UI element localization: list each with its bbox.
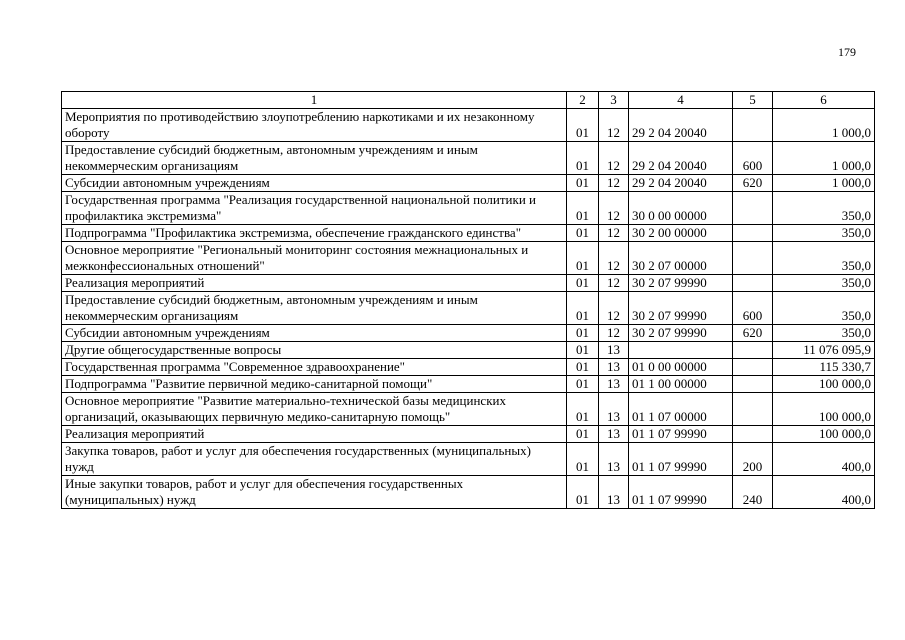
row-expense-type-cell (733, 242, 773, 275)
row-target-code-cell: 30 2 00 00000 (629, 225, 733, 242)
row-amount-cell: 400,0 (773, 443, 875, 476)
row-amount-cell: 350,0 (773, 292, 875, 325)
table-row (62, 426, 875, 443)
row-target-code-cell: 30 2 07 99990 (629, 275, 733, 292)
row-target-code-cell: 30 2 07 99990 (629, 325, 733, 342)
row-name-cell: Мероприятия по противодействию злоупотреблению наркотиками и их незаконному обороту (62, 109, 567, 142)
table-row (62, 443, 875, 476)
row-section-cell: 01 (567, 376, 599, 393)
table-row (62, 109, 875, 142)
row-expense-type-cell (733, 342, 773, 359)
row-expense-type-cell (733, 192, 773, 225)
row-target-code-cell: 29 2 04 20040 (629, 142, 733, 175)
row-subsection-cell: 12 (599, 242, 629, 275)
row-subsection-cell: 13 (599, 342, 629, 359)
header-cell-6: 6 (773, 92, 875, 109)
row-section-cell: 01 (567, 342, 599, 359)
row-amount-cell: 350,0 (773, 225, 875, 242)
row-expense-type-cell: 620 (733, 325, 773, 342)
row-name-cell: Основное мероприятие "Развитие материально-технической базы медицинских организаций, оказывающих первичную медико-санитарную помощь" (62, 393, 567, 426)
row-amount-cell: 350,0 (773, 325, 875, 342)
table-body (62, 109, 875, 509)
row-target-code-cell: 29 2 04 20040 (629, 175, 733, 192)
row-subsection-cell: 13 (599, 443, 629, 476)
row-section-cell: 01 (567, 476, 599, 509)
row-name-cell: Государственная программа "Реализация государственной национальной политики и профилактика экстремизма" (62, 192, 567, 225)
table-row (62, 292, 875, 325)
table-row (62, 342, 875, 359)
table-row (62, 376, 875, 393)
table-row (62, 225, 875, 242)
row-amount-cell: 115 330,7 (773, 359, 875, 376)
header-cell-3: 3 (599, 92, 629, 109)
row-expense-type-cell: 600 (733, 142, 773, 175)
row-target-code-cell: 01 0 00 00000 (629, 359, 733, 376)
row-section-cell: 01 (567, 192, 599, 225)
row-section-cell: 01 (567, 292, 599, 325)
row-name-cell: Реализация мероприятий (62, 426, 567, 443)
row-subsection-cell: 13 (599, 359, 629, 376)
table-row (62, 142, 875, 175)
table-row (62, 242, 875, 275)
row-section-cell: 01 (567, 275, 599, 292)
header-cell-5: 5 (733, 92, 773, 109)
row-name-cell: Подпрограмма "Развитие первичной медико-санитарной помощи" (62, 376, 567, 393)
header-row (62, 92, 875, 109)
table-row (62, 175, 875, 192)
row-name-cell: Реализация мероприятий (62, 275, 567, 292)
row-target-code-cell: 01 1 00 00000 (629, 376, 733, 393)
row-amount-cell: 1 000,0 (773, 109, 875, 142)
row-amount-cell: 350,0 (773, 242, 875, 275)
header-cell-2: 2 (567, 92, 599, 109)
row-name-cell: Подпрограмма "Профилактика экстремизма, обеспечение гражданского единства" (62, 225, 567, 242)
row-amount-cell: 100 000,0 (773, 393, 875, 426)
row-name-cell: Предоставление субсидий бюджетным, автономным учреждениям и иным некоммерческим организациям (62, 292, 567, 325)
row-amount-cell: 350,0 (773, 275, 875, 292)
row-target-code-cell (629, 342, 733, 359)
row-subsection-cell: 13 (599, 376, 629, 393)
row-subsection-cell: 12 (599, 275, 629, 292)
row-section-cell: 01 (567, 142, 599, 175)
row-target-code-cell: 29 2 04 20040 (629, 109, 733, 142)
header-cell-4: 4 (629, 92, 733, 109)
row-name-cell: Субсидии автономным учреждениям (62, 325, 567, 342)
row-expense-type-cell: 200 (733, 443, 773, 476)
row-subsection-cell: 12 (599, 142, 629, 175)
row-amount-cell: 350,0 (773, 192, 875, 225)
row-expense-type-cell: 600 (733, 292, 773, 325)
row-expense-type-cell: 240 (733, 476, 773, 509)
row-expense-type-cell (733, 109, 773, 142)
header-cell-1: 1 (62, 92, 567, 109)
row-expense-type-cell (733, 359, 773, 376)
row-target-code-cell: 30 2 07 99990 (629, 292, 733, 325)
row-name-cell: Другие общегосударственные вопросы (62, 342, 567, 359)
table-row (62, 325, 875, 342)
budget-table (61, 91, 875, 509)
row-amount-cell: 100 000,0 (773, 376, 875, 393)
row-name-cell: Основное мероприятие "Региональный мониторинг состояния межнациональных и межконфессиональных отношений" (62, 242, 567, 275)
row-section-cell: 01 (567, 175, 599, 192)
table-row (62, 476, 875, 509)
row-section-cell: 01 (567, 242, 599, 275)
row-target-code-cell: 01 1 07 99990 (629, 443, 733, 476)
row-expense-type-cell (733, 393, 773, 426)
table-row (62, 359, 875, 376)
row-subsection-cell: 12 (599, 292, 629, 325)
table-row (62, 192, 875, 225)
row-section-cell: 01 (567, 443, 599, 476)
row-name-cell: Иные закупки товаров, работ и услуг для обеспечения государственных (муниципальных) нужд (62, 476, 567, 509)
row-amount-cell: 1 000,0 (773, 175, 875, 192)
row-section-cell: 01 (567, 426, 599, 443)
row-section-cell: 01 (567, 325, 599, 342)
row-subsection-cell: 13 (599, 476, 629, 509)
row-subsection-cell: 12 (599, 175, 629, 192)
row-amount-cell: 1 000,0 (773, 142, 875, 175)
row-expense-type-cell (733, 275, 773, 292)
row-expense-type-cell (733, 225, 773, 242)
row-name-cell: Закупка товаров, работ и услуг для обеспечения государственных (муниципальных) нужд (62, 443, 567, 476)
row-section-cell: 01 (567, 225, 599, 242)
table-row (62, 393, 875, 426)
row-name-cell: Предоставление субсидий бюджетным, автономным учреждениям и иным некоммерческим организациям (62, 142, 567, 175)
row-amount-cell: 400,0 (773, 476, 875, 509)
row-expense-type-cell (733, 426, 773, 443)
row-name-cell: Государственная программа "Современное здравоохранение" (62, 359, 567, 376)
page-number: 179 (838, 45, 856, 59)
row-amount-cell: 11 076 095,9 (773, 342, 875, 359)
row-amount-cell: 100 000,0 (773, 426, 875, 443)
row-target-code-cell: 30 0 00 00000 (629, 192, 733, 225)
row-section-cell: 01 (567, 359, 599, 376)
table-row (62, 275, 875, 292)
row-subsection-cell: 13 (599, 426, 629, 443)
row-target-code-cell: 01 1 07 99990 (629, 476, 733, 509)
row-subsection-cell: 12 (599, 109, 629, 142)
row-subsection-cell: 12 (599, 225, 629, 242)
row-subsection-cell: 12 (599, 325, 629, 342)
row-subsection-cell: 12 (599, 192, 629, 225)
row-section-cell: 01 (567, 393, 599, 426)
row-target-code-cell: 01 1 07 99990 (629, 426, 733, 443)
row-expense-type-cell (733, 376, 773, 393)
row-expense-type-cell: 620 (733, 175, 773, 192)
row-subsection-cell: 13 (599, 393, 629, 426)
row-target-code-cell: 30 2 07 00000 (629, 242, 733, 275)
row-name-cell: Субсидии автономным учреждениям (62, 175, 567, 192)
row-section-cell: 01 (567, 109, 599, 142)
row-target-code-cell: 01 1 07 00000 (629, 393, 733, 426)
